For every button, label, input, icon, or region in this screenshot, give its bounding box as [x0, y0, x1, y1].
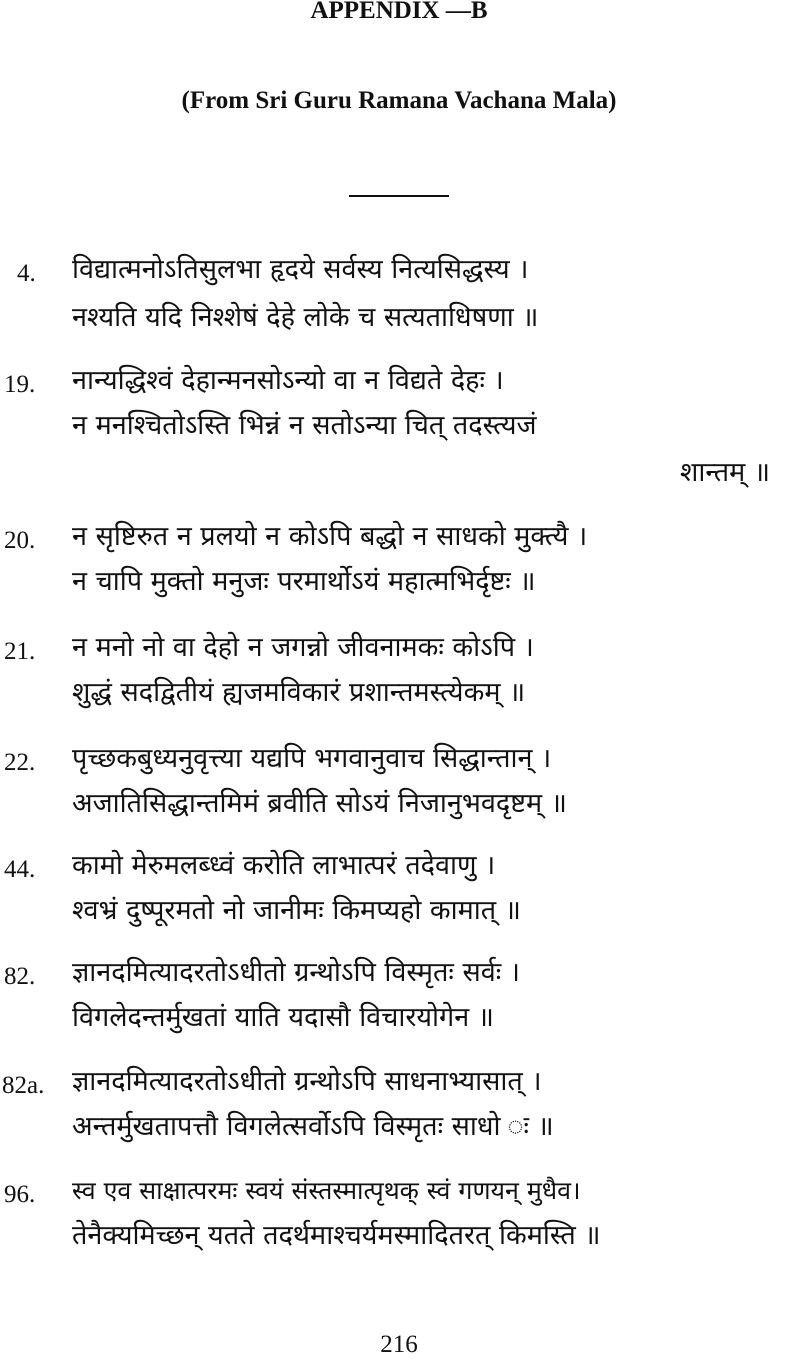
title-divider: [349, 195, 449, 197]
verse-line: न चापि मुक्तो मनुजः परमार्थोऽयं महात्मभिर्दृष्टः ॥: [72, 566, 536, 597]
verse-number: 21.: [4, 638, 36, 665]
page-number: 216: [380, 1331, 418, 1358]
verse-number: 82.: [4, 963, 36, 990]
verse-line: ज्ञानदमित्यादरतोऽधीतो ग्रन्थोऽपि साधनाभ्यासात् ।: [72, 1066, 542, 1097]
verse-line: विगलेदन्तर्मुखतां याति यदासौ विचारयोगेन ॥: [72, 1002, 494, 1033]
source-subtitle: (From Sri Guru Ramana Vachana Mala): [181, 87, 617, 114]
verse-number: 19.: [4, 371, 36, 398]
verse-line: ज्ञानदमित्यादरतोऽधीतो ग्रन्थोऽपि विस्मृतः सर्वः ।: [72, 957, 520, 988]
verse-number: 96.: [4, 1181, 36, 1208]
verse-line: न मनो नो वा देहो न जगन्नो जीवनामकः कोऽपि ।: [72, 632, 534, 663]
verse-line: पृच्छकबुध्यनुवृत्त्या यद्यपि भगवानुवाच सिद्धान्तान् ।: [72, 743, 552, 774]
verse-line: अजातिसिद्धान्तमिमं ब्रवीति सोऽयं निजानुभवदृष्टम् ॥: [72, 788, 567, 819]
verse-number: 20.: [4, 527, 36, 554]
verse-line: कामो मेरुमलब्ध्वं करोति लाभात्परं तदेवाणु ।: [72, 850, 496, 881]
verse-line-continuation: शान्तम् ॥: [680, 457, 770, 488]
verse-number: 44.: [4, 856, 36, 883]
verse-line: श्वभ्रं दुष्पूरमतो नो जानीमः किमप्यहो कामात् ॥: [72, 895, 521, 926]
verse-line: नान्यद्धिश्वं देहान्मनसोऽन्यो वा न विद्यते देहः ।: [72, 365, 504, 396]
verse-line: न मनश्चितोऽस्ति भिन्नं न सतोऽन्या चित् तदस्त्यजं: [72, 410, 537, 441]
verse-line: स्व एव साक्षात्परमः स्वयं संस्तस्मात्पृथक् स्वं गणयन् मुधैव।: [72, 1176, 581, 1205]
verse-line: अन्तर्मुखतापत्तौ विगलेत्सर्वोऽपि विस्मृतः साधो ः ॥: [72, 1111, 554, 1142]
appendix-title: APPENDIX —B: [310, 0, 488, 24]
verse-line: शुद्धं सदद्वितीयं ह्यजमविकारं प्रशान्तमस्त्येकम् ॥: [72, 677, 526, 708]
verse-number: 22.: [4, 749, 36, 776]
verse-line: तेनैक्यमिच्छन् यतते तदर्थमाश्चर्यमस्मादितरत् किमस्ति ॥: [72, 1220, 601, 1251]
verse-line: नश्यति यदि निश्शेषं देहे लोके च सत्यताधिषणा ॥: [72, 302, 539, 333]
verse-line: विद्यात्मनोऽतिसुलभा हृदये सर्वस्य नित्यसिद्धस्य ।: [72, 254, 529, 285]
verse-number: 4.: [17, 260, 36, 287]
verse-number: 82a.: [2, 1072, 45, 1099]
verse-line: न सृष्टिरुत न प्रलयो न कोऽपि बद्धो न साधको मुक्त्यै ।: [72, 521, 588, 552]
